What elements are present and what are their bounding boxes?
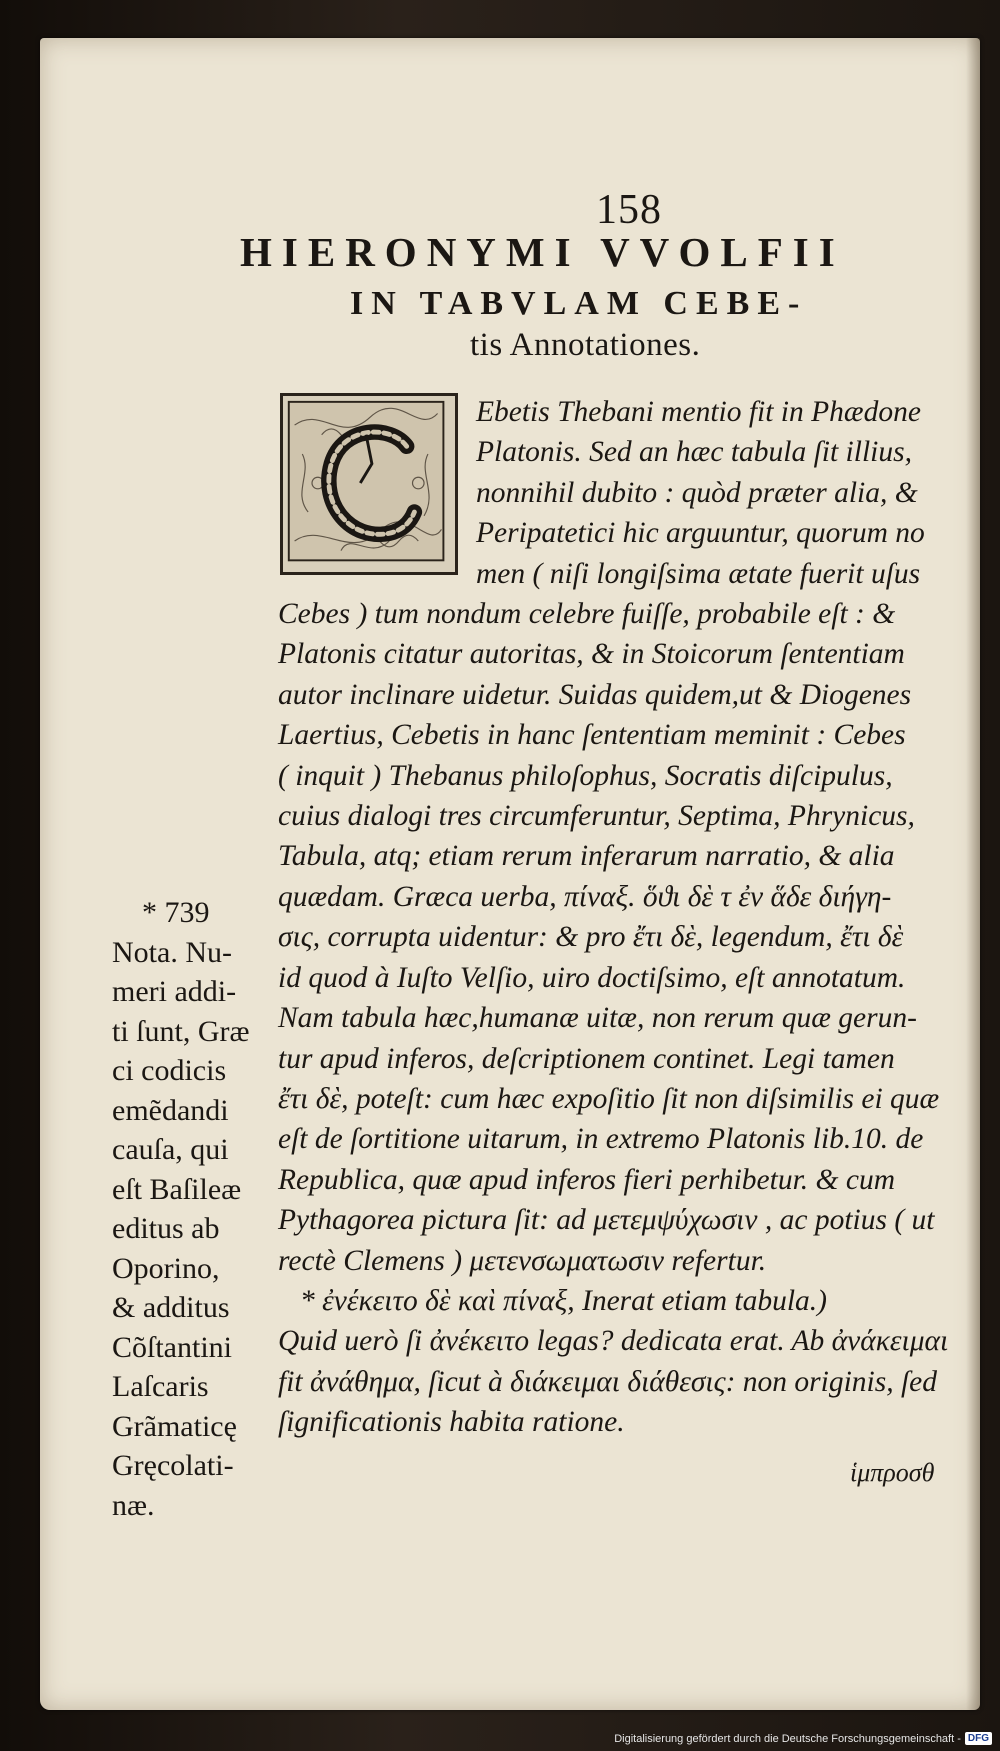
- text-line: Tabula, atq; etiam rerum inferarum narratio, & alia: [278, 840, 895, 873]
- text-line: tur apud inferos, deſcriptionem continet. Legi tamen: [278, 1042, 895, 1075]
- marginal-line: Cõſtantini: [112, 1330, 232, 1364]
- catchword: ἱμπροσθ: [850, 1458, 935, 1487]
- heading-annotations: tis Annotationes.: [470, 327, 701, 363]
- marginal-note: [112, 893, 282, 1525]
- annotation-body: [278, 392, 966, 1443]
- text-line: ( inquit ) Thebanus philoſophus, Socratis diſcipulus,: [278, 759, 893, 792]
- text-line: Peripatetici hic arguuntur, quorum no: [476, 517, 925, 550]
- text-line: ἔτι δὲ, poteſt: cum hæc expoſitio ſit non diſsimilis ei quæ: [278, 1082, 940, 1115]
- marginal-line: ti ſunt, Græ: [112, 1014, 250, 1048]
- marginal-line: Grãmaticę: [112, 1409, 237, 1443]
- text-line: Republica, quæ apud inferos fieri perhibetur. & cum: [278, 1163, 895, 1196]
- heading-work: IN TABVLAM CEBE-: [350, 285, 808, 322]
- marginal-line: & additus: [112, 1291, 230, 1324]
- page-number: 158: [596, 187, 662, 233]
- marginal-line: eſt Baſileæ: [112, 1172, 242, 1206]
- text-line: id quod à Iuſto Velſio, uiro doctiſsimo, eſt annotatum.: [278, 961, 906, 994]
- text-line: Quid uerò ſi ἀνέκειτο legas? dedicata erat. Ab ἀνάκειμαι: [278, 1325, 949, 1358]
- text-line: ſignificationis habita ratione.: [278, 1406, 625, 1439]
- credit-text: Digitalisierung gefördert durch die Deutsche Forschungsgemeinschaft -: [614, 1732, 961, 1745]
- text-line: Platonis citatur autoritas, & in Stoicorum ſententiam: [278, 638, 905, 671]
- text-line: * ἐνέκειτο δὲ καὶ πίναξ, Inerat etiam tabula.): [300, 1284, 827, 1317]
- marginal-line: Laſcaris: [112, 1370, 209, 1403]
- digitization-credit: [614, 1732, 992, 1745]
- text-line: σις, corrupta uidentur: & pro ἔτι δὲ, legendum, ἔτι δὲ: [278, 921, 904, 954]
- text-line: fit ἀνάθημα, ſicut à διάκειμαι διάθεσις: non originis, ſed: [278, 1365, 937, 1398]
- text-line: Laertius, Cebetis in hanc ſententiam meminit : Cebes: [278, 719, 906, 752]
- text-line: Ebetis Thebani mentio fit in Phædone: [476, 396, 921, 428]
- dfg-logo-icon: DFG: [965, 1732, 992, 1745]
- text-line: eſt de ſortitione uitarum, in extremo Platonis lib.10. de: [278, 1123, 924, 1156]
- marginal-line: * 739: [142, 896, 210, 929]
- text-line: Nam tabula hæc,humanæ uitæ, non rerum quæ gerun-: [278, 1002, 917, 1035]
- text-line: Platonis. Sed an hæc tabula ſit illius,: [476, 436, 912, 469]
- text-line: men ( niſi longiſsima ætate fuerit uſus: [476, 557, 921, 590]
- marginal-line: Nota. Nu-: [112, 935, 232, 969]
- text-line: rectè Clemens ) μετενσωματωσιν refertur.: [278, 1244, 767, 1277]
- text-line: Cebes ) tum nondum celebre fuiſſe, probabile eſt : &: [278, 598, 896, 631]
- marginal-line: meri addi-: [112, 975, 237, 1008]
- heading-author: HIERONYMI VVOLFII: [240, 229, 845, 275]
- marginal-line: næ.: [112, 1488, 155, 1522]
- marginal-line: emẽdandi: [112, 1093, 229, 1127]
- text-line: autor inclinare uidetur. Suidas quidem,ut & Diogenes: [278, 678, 912, 711]
- text-line: Pythagorea pictura ſit: ad μετεμψύχωσιν , ac potius ( ut: [278, 1204, 935, 1237]
- text-line: nonnihil dubito : quòd præter alia, &: [476, 476, 918, 509]
- marginal-line: Gręcolati-: [112, 1449, 234, 1482]
- marginal-line: cauſa, qui: [112, 1133, 229, 1166]
- marginal-line: ci codicis: [112, 1054, 227, 1087]
- marginal-line: editus ab: [112, 1212, 220, 1245]
- text-line: cuius dialogi tres circumferuntur, Septima, Phrynicus,: [278, 800, 915, 833]
- marginal-line: Oporino,: [112, 1251, 220, 1285]
- text-line: quædam. Græca uerba, πίναξ. ὅϑι δὲ τ ἐν ἅδε διήγη-: [278, 880, 892, 913]
